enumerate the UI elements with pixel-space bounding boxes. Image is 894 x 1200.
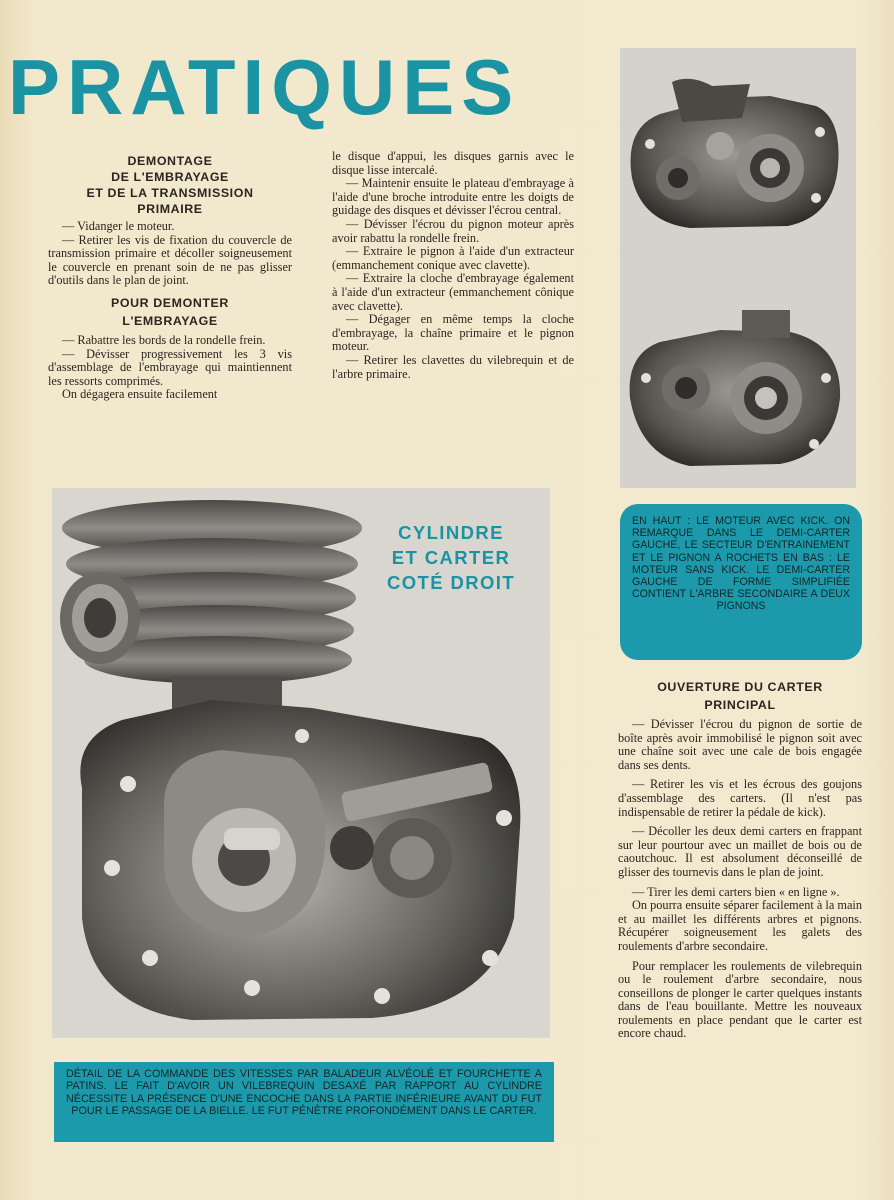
paragraph: — Retirer les clavettes du vilebrequin et de l'arbre primaire. xyxy=(332,352,574,381)
right-text-column xyxy=(618,676,862,1041)
heading-line: POUR DEMONTER xyxy=(111,295,229,310)
paragraph: On dégagera ensuite facilement xyxy=(62,387,218,402)
paragraph: — Extraire le pignon à l'aide d'un extracteur (emmanchement conique avec clavette). xyxy=(332,244,574,272)
engine-photos-illustration xyxy=(620,48,856,488)
heading-line: L'EMBRAYAGE xyxy=(122,313,218,328)
paragraph: le disque d'appui, les disques garnis avec le disque lisse intercalé. xyxy=(332,149,574,177)
paragraph: — Retirer les vis de fixation du couvercle de transmission primaire et décoller soigneusement le couvercle en prenant soin de ne pas glisser d'outils dans le plan de joint. xyxy=(48,232,292,288)
paragraph: — Maintenir ensuite le plateau d'embrayage à l'aide d'une broche introduite entre les doigts de guidage des disques et dévisser l'écrou central. xyxy=(332,176,574,218)
heading-line: ET DE LA TRANSMISSION xyxy=(86,186,254,200)
paragraph: On pourra ensuite séparer facilement à la main et au maillet les différents arbres et pignons. Récupérer soigneusement les galets des roulements d'arbre secondaire. xyxy=(618,898,862,953)
photo-overlay-title xyxy=(366,520,536,595)
paragraph: — Retirer les vis et les écrous des goujons d'assemblage des carters. (Il n'est pas indispensable de retirer la pédale de kick). xyxy=(618,777,862,819)
overlay-title-line: COTÉ DROIT xyxy=(386,572,516,593)
left-text-column xyxy=(48,150,292,402)
page-title: PRATIQUES xyxy=(8,43,521,131)
engine-photos xyxy=(620,48,856,488)
heading-ouverture-carter xyxy=(618,678,862,714)
paragraph: — Vidanger le moteur. xyxy=(62,219,175,233)
engine-without-kick xyxy=(630,310,840,466)
paragraph: — Dévisser l'écrou du pignon moteur après avoir rabattu la rondelle frein. xyxy=(332,216,574,245)
paragraph: — Rabattre les bords de la rondelle frein. xyxy=(62,332,266,347)
engine-with-kick xyxy=(631,79,839,228)
paragraph: — Dégager en même temps la cloche d'embrayage, la chaîne primaire et le pignon moteur. xyxy=(332,312,574,354)
heading-line: DE L'EMBRAYAGE xyxy=(111,170,229,184)
middle-text-column xyxy=(332,150,574,381)
paragraph: — Décoller les deux demi carters en frappant sur leur pourtour avec un maillet de bois ou de caoutchouc. Il est absolument déconseillé de glisser des tournevis dans le plan de joint. xyxy=(618,824,862,879)
paragraph: — Tirer les demi carters bien « en ligne ». xyxy=(632,884,840,899)
paragraph: Pour remplacer les roulements de vilebrequin ou le roulement d'arbre secondaire, nous conseillons de plonger le carter quelques instants dans de l'eau bouillante. Mettre les nouveaux roulements en place pendant que le carter est encore chaud. xyxy=(618,958,862,1041)
heading-line: PRIMAIRE xyxy=(137,202,203,216)
heading-demontage-embrayage xyxy=(48,152,292,218)
overlay-title-line: ET CARTER xyxy=(391,547,511,568)
heading-line: PRINCIPAL xyxy=(704,698,776,712)
heading-pour-demonter xyxy=(48,294,292,330)
heading-line: DEMONTAGE xyxy=(127,154,213,168)
paragraph: — Extraire la cloche d'embrayage également à l'aide d'un extracteur (emmanchement cônique avec clavette). xyxy=(332,271,574,313)
crankcase xyxy=(80,700,520,1020)
cylinder-photo-caption: DÉTAIL DE LA COMMANDE DES VITESSES PAR BALADEUR ALVÉOLÉ ET FOURCHETTE A PATINS. LE FAIT D'AVOIR UN VILEBREQUIN DESAXÉ PAR RAPPORT AU CYLINDRE NÉCESSITE LA PRÉSENCE D'UNE ENCOCHE DANS LA PARTIE INFÉRIEURE AVANT DU FUT POUR LE PASSAGE DE LA BIELLE. LE FUT PÉNÈTRE PROFONDÉMENT DANS LE CARTER. xyxy=(54,1062,554,1142)
paragraph: — Dévisser progressivement les 3 vis d'assemblage de l'embrayage qui maintiennent les ressorts comprimés. xyxy=(48,346,292,388)
overlay-title-line: CYLINDRE xyxy=(398,522,504,543)
heading-line: OUVERTURE DU CARTER xyxy=(657,680,823,694)
paragraph: — Dévisser l'écrou du pignon de sortie de boîte après avoir immobilisé le pignon soit avec une chaîne soit avec une cale de bois engagée dans ses dents. xyxy=(618,717,862,772)
engine-photos-caption: EN HAUT : LE MOTEUR AVEC KICK. ON REMARQUE DANS LE DEMI-CARTER GAUCHE, LE SECTEUR D'ENTRAINEMENT ET LE PIGNON A ROCHETS EN BAS : LE MOTEUR SANS KICK. LE DEMI-CARTER GAUCHE DE FORME SIMPLIFIÉE CONTIENT L'ARBRE SECONDAIRE A DEUX PIGNONS xyxy=(620,504,862,660)
